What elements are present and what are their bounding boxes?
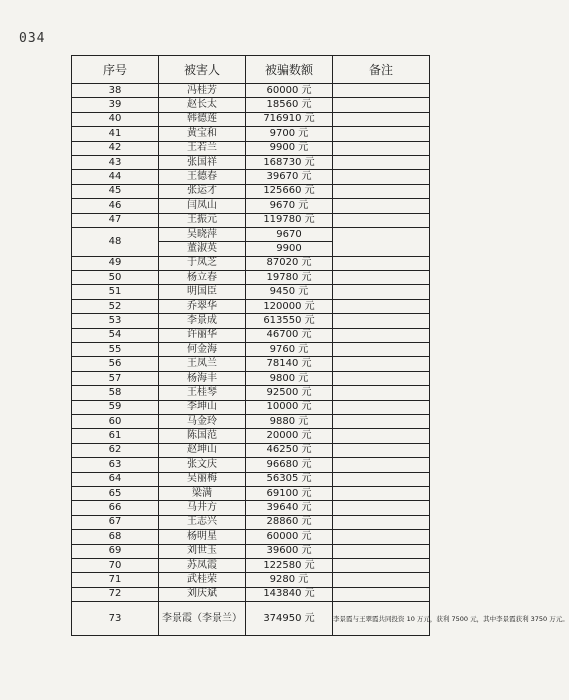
- table-row: [72, 199, 430, 213]
- fraud-amount: 18560 元: [246, 98, 333, 112]
- victim-name: 李坤山: [159, 400, 246, 414]
- table-header-row: [72, 56, 430, 84]
- table-row: [72, 386, 430, 400]
- row-index: 62: [72, 443, 159, 457]
- table-row: [72, 558, 430, 572]
- fraud-amount: 125660 元: [246, 184, 333, 198]
- row-note: [333, 170, 430, 184]
- victim-name: 王桂琴: [159, 386, 246, 400]
- victim-name: 许丽华: [159, 328, 246, 342]
- row-note: [333, 98, 430, 112]
- victim-name: 武桂荣: [159, 573, 246, 587]
- victim-name: 杨立春: [159, 271, 246, 285]
- table-body: [72, 84, 569, 636]
- row-index: 51: [72, 285, 159, 299]
- row-index: 50: [72, 271, 159, 285]
- row-index: 47: [72, 213, 159, 227]
- victim-name: 梁满: [159, 486, 246, 500]
- victims-table: [71, 55, 569, 636]
- row-note: [333, 285, 430, 299]
- table-row: [72, 530, 430, 544]
- header-victim: 被害人: [159, 56, 246, 84]
- row-note: [333, 213, 430, 227]
- table-row: [72, 544, 430, 558]
- row-note: [333, 400, 430, 414]
- row-index: 40: [72, 112, 159, 126]
- row-note: [333, 84, 430, 98]
- victim-name: 李景霞（李景兰）: [159, 602, 246, 636]
- table-row: [72, 314, 430, 328]
- fraud-amount: 374950 元: [246, 602, 333, 636]
- header-amount: 被骗数额: [246, 56, 333, 84]
- victim-name: 闫凤山: [159, 199, 246, 213]
- fraud-amount: 120000 元: [246, 299, 333, 313]
- table-row: [72, 400, 430, 414]
- row-index: 61: [72, 429, 159, 443]
- table-row: [72, 285, 430, 299]
- fraud-amount: 28860 元: [246, 515, 333, 529]
- row-index: 41: [72, 127, 159, 141]
- table-row: [72, 213, 430, 227]
- row-note: [333, 256, 430, 270]
- row-index: 64: [72, 472, 159, 486]
- row-note: [333, 501, 430, 515]
- fraud-amount: 39600 元: [246, 544, 333, 558]
- row-note: [333, 573, 430, 587]
- fraud-amount: 60000 元: [246, 84, 333, 98]
- row-note: [333, 544, 430, 558]
- row-index: 66: [72, 501, 159, 515]
- fraud-amount: 69100 元: [246, 486, 333, 500]
- row-index: 56: [72, 357, 159, 371]
- row-index: 48: [72, 227, 159, 256]
- row-note: [333, 458, 430, 472]
- table-row: [72, 328, 430, 342]
- table-row: [72, 414, 430, 428]
- table-row: [72, 184, 430, 198]
- victim-name: 于凤芝: [159, 256, 246, 270]
- row-index: 49: [72, 256, 159, 270]
- fraud-amount: 9900: [246, 242, 333, 256]
- row-note: [333, 472, 430, 486]
- victim-name: 马井方: [159, 501, 246, 515]
- victim-name: 明国臣: [159, 285, 246, 299]
- fraud-amount: 39640 元: [246, 501, 333, 515]
- row-note: [333, 328, 430, 342]
- table-row: [72, 271, 430, 285]
- fraud-amount: 716910 元: [246, 112, 333, 126]
- table-row: [72, 84, 430, 98]
- row-note: [333, 155, 430, 169]
- table-row: [72, 501, 430, 515]
- row-note: 李景霞与王翠霞共同投资 10 万元，获利 7500 元，其中李景霞获利 3750 万元。: [333, 602, 430, 636]
- fraud-amount: 9700 元: [246, 127, 333, 141]
- victim-name: 乔翠华: [159, 299, 246, 313]
- row-note: [333, 486, 430, 500]
- table-row: [72, 112, 430, 126]
- victim-name: 黄宝和: [159, 127, 246, 141]
- fraud-amount: 39670 元: [246, 170, 333, 184]
- row-index: 65: [72, 486, 159, 500]
- fraud-amount: 9880 元: [246, 414, 333, 428]
- table-row: [72, 371, 430, 385]
- row-note: [333, 299, 430, 313]
- victim-name: 王振元: [159, 213, 246, 227]
- fraud-amount: 168730 元: [246, 155, 333, 169]
- table-row: [72, 256, 430, 270]
- table-row: [72, 443, 430, 457]
- fraud-amount: 96680 元: [246, 458, 333, 472]
- row-index: 71: [72, 573, 159, 587]
- row-index: 69: [72, 544, 159, 558]
- row-note: [333, 227, 430, 256]
- row-index: 54: [72, 328, 159, 342]
- row-index: 58: [72, 386, 159, 400]
- row-index: 70: [72, 558, 159, 572]
- row-note: [333, 343, 430, 357]
- row-note: [333, 386, 430, 400]
- fraud-amount: 10000 元: [246, 400, 333, 414]
- row-note: [333, 414, 430, 428]
- fraud-amount: 143840 元: [246, 587, 333, 601]
- table-row: [72, 472, 430, 486]
- fraud-amount: 19780 元: [246, 271, 333, 285]
- victim-name: 杨明星: [159, 530, 246, 544]
- table-row: [72, 299, 430, 313]
- header-note: 备注: [333, 56, 430, 84]
- fraud-amount: 9280 元: [246, 573, 333, 587]
- table-row: [72, 573, 430, 587]
- victim-name: 赵长太: [159, 98, 246, 112]
- table-row: [72, 429, 430, 443]
- fraud-amount: 9800 元: [246, 371, 333, 385]
- table-row: [72, 515, 430, 529]
- victim-name: 陈国范: [159, 429, 246, 443]
- table-row: [72, 141, 430, 155]
- row-note: [333, 515, 430, 529]
- table-row: [72, 170, 430, 184]
- victim-name: 赵坤山: [159, 443, 246, 457]
- table-row: [72, 486, 430, 500]
- table-row: [72, 357, 430, 371]
- victim-name: 韩德莲: [159, 112, 246, 126]
- victim-name: 何金海: [159, 343, 246, 357]
- table-row: [72, 98, 430, 112]
- row-index: 46: [72, 199, 159, 213]
- row-index: 67: [72, 515, 159, 529]
- row-index: 73: [72, 602, 159, 636]
- fraud-amount: 9900 元: [246, 141, 333, 155]
- victim-name: 王若兰: [159, 141, 246, 155]
- row-index: 38: [72, 84, 159, 98]
- victim-name: 吴丽梅: [159, 472, 246, 486]
- table-row: [72, 458, 430, 472]
- row-note: [333, 558, 430, 572]
- fraud-amount: 46250 元: [246, 443, 333, 457]
- victim-name: 吴晓萍: [159, 227, 246, 241]
- row-note: [333, 314, 430, 328]
- row-note: [333, 271, 430, 285]
- victim-name: 杨海丰: [159, 371, 246, 385]
- fraud-amount: 87020 元: [246, 256, 333, 270]
- table-row: [72, 227, 430, 241]
- fraud-amount: 92500 元: [246, 386, 333, 400]
- victim-name: 王德春: [159, 170, 246, 184]
- table-row: [72, 127, 430, 141]
- fraud-amount: 20000 元: [246, 429, 333, 443]
- fraud-amount: 9450 元: [246, 285, 333, 299]
- row-note: [333, 357, 430, 371]
- row-index: 57: [72, 371, 159, 385]
- victim-name: 董淑英: [159, 242, 246, 256]
- table-row: [72, 155, 430, 169]
- victim-name: 张国祥: [159, 155, 246, 169]
- table-row: [72, 587, 430, 601]
- row-note: [333, 127, 430, 141]
- victim-name: 苏凤霞: [159, 558, 246, 572]
- fraud-amount: 119780 元: [246, 213, 333, 227]
- row-note: [333, 112, 430, 126]
- fraud-amount: 9670 元: [246, 199, 333, 213]
- row-index: 43: [72, 155, 159, 169]
- row-note: [333, 587, 430, 601]
- fraud-amount: 9760 元: [246, 343, 333, 357]
- fraud-amount: 46700 元: [246, 328, 333, 342]
- row-index: 44: [72, 170, 159, 184]
- victim-name: 王凤兰: [159, 357, 246, 371]
- header-index: 序号: [72, 56, 159, 84]
- fraud-amount: 122580 元: [246, 558, 333, 572]
- row-note: [333, 443, 430, 457]
- victim-name: 冯桂芳: [159, 84, 246, 98]
- row-note: [333, 530, 430, 544]
- row-index: 45: [72, 184, 159, 198]
- table-row: [72, 602, 430, 636]
- victim-name: 张运才: [159, 184, 246, 198]
- row-index: 59: [72, 400, 159, 414]
- row-index: 42: [72, 141, 159, 155]
- row-note: [333, 184, 430, 198]
- victim-name: 马金玲: [159, 414, 246, 428]
- row-index: 60: [72, 414, 159, 428]
- page-number: 034: [19, 31, 46, 46]
- row-note: [333, 141, 430, 155]
- row-index: 53: [72, 314, 159, 328]
- victim-name: 刘庆斌: [159, 587, 246, 601]
- table-row: [72, 343, 430, 357]
- row-index: 68: [72, 530, 159, 544]
- row-note: [333, 371, 430, 385]
- victim-name: 王志兴: [159, 515, 246, 529]
- fraud-amount: 613550 元: [246, 314, 333, 328]
- row-index: 72: [72, 587, 159, 601]
- fraud-amount: 78140 元: [246, 357, 333, 371]
- victim-name: 张文庆: [159, 458, 246, 472]
- victim-name: 李景成: [159, 314, 246, 328]
- row-note: [333, 199, 430, 213]
- row-index: 39: [72, 98, 159, 112]
- row-index: 52: [72, 299, 159, 313]
- row-index: 63: [72, 458, 159, 472]
- victim-name: 刘世玉: [159, 544, 246, 558]
- fraud-amount: 56305 元: [246, 472, 333, 486]
- fraud-amount: 9670: [246, 227, 333, 241]
- row-note: [333, 429, 430, 443]
- row-index: 55: [72, 343, 159, 357]
- fraud-amount: 60000 元: [246, 530, 333, 544]
